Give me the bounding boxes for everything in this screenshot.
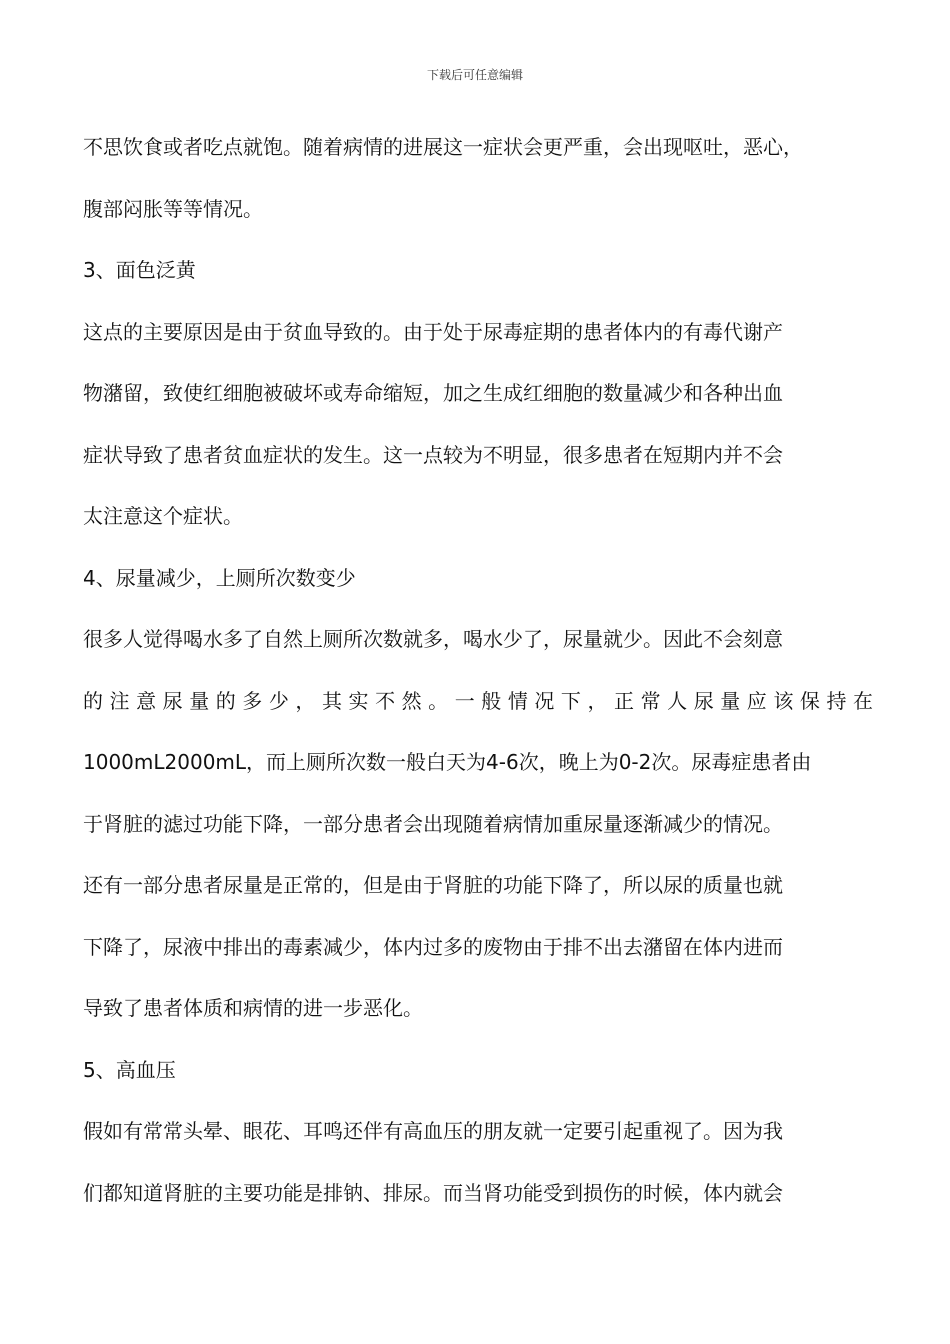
body-line: 们都知道肾脏的主要功能是排钠、排尿。而当肾功能受到损伤的时候，体内就会	[83, 1180, 783, 1205]
body-line: 的注意尿量的多少，其实不然。一般情况下，正常人尿量应该保持在	[83, 688, 873, 713]
section-heading: 5、高血压	[83, 1057, 176, 1082]
section-heading: 3、面色泛黄	[83, 258, 196, 282]
section-heading: 4、尿量减少，上厕所次数变少	[83, 565, 356, 590]
body-line: 物潴留，致使红细胞被破坏或寿命缩短，加之生成红细胞的数量减少和各种出血	[83, 381, 783, 405]
body-line: 很多人觉得喝水多了自然上厕所次数就多，喝水少了，尿量就少。因此不会刻意	[83, 627, 783, 651]
body-line: 假如有常常头晕、眼花、耳鸣还伴有高血压的朋友就一定要引起重视了。因为我	[83, 1119, 783, 1143]
body-line: 于肾脏的滤过功能下降，一部分患者会出现随着病情加重尿量逐渐减少的情况。	[83, 811, 783, 836]
document-body	[83, 117, 873, 1224]
page-header: 下载后可任意编辑	[426, 68, 523, 82]
body-line: 症状导致了患者贫血症状的发生。这一点较为不明显，很多患者在短期内并不会	[83, 442, 783, 467]
body-line: 这点的主要原因是由于贫血导致的。由于处于尿毒症期的患者体内的有毒代谢产	[83, 319, 783, 344]
body-line: 太注意这个症状。	[83, 504, 243, 528]
body-line: 腹部闷胀等等情况。	[83, 196, 263, 221]
body-line: 不思饮食或者吃点就饱。随着病情的进展这一症状会更严重，会出现呕吐，恶心，	[83, 135, 803, 159]
body-line: 还有一部分患者尿量是正常的，但是由于肾脏的功能下降了，所以尿的质量也就	[83, 873, 783, 897]
body-line: 导致了患者体质和病情的进一步恶化。	[83, 996, 423, 1020]
body-line: 下降了，尿液中排出的毒素减少，体内过多的废物由于排不出去潴留在体内进而	[83, 934, 783, 959]
body-line: 1000mL2000mL，而上厕所次数一般白天为4-6次，晚上为0-2次。尿毒症患者由	[83, 750, 812, 774]
